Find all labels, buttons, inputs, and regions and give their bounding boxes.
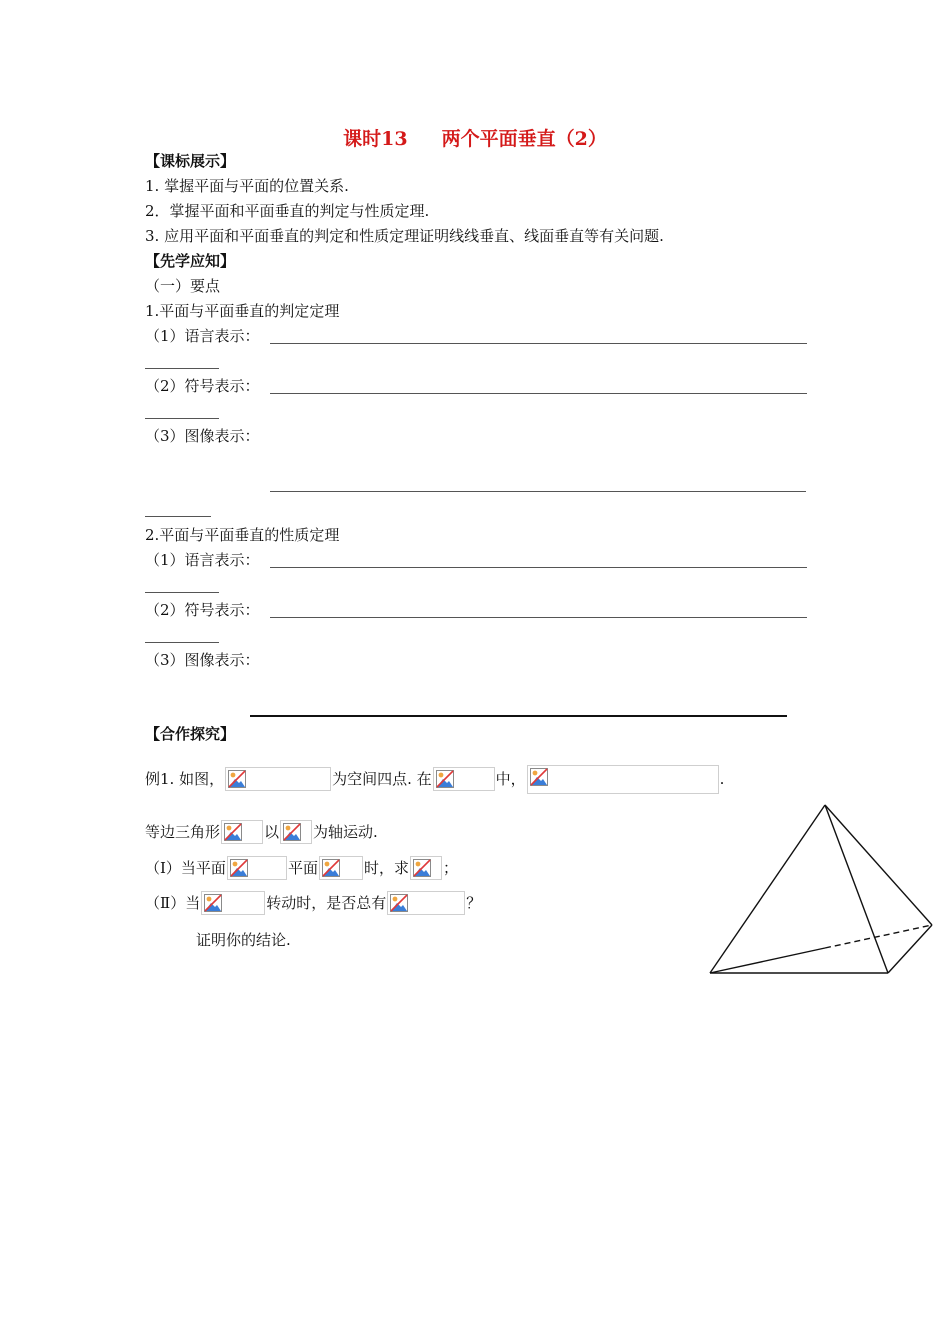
example-l4-text-b: 转动时，是否总有: [266, 894, 387, 912]
broken-image-icon: [530, 768, 548, 786]
section-heading-explore: 【合作探究】: [145, 725, 236, 743]
example-l2-text-b: 以: [264, 823, 280, 841]
example-line-5: 证明你的结论.: [196, 931, 291, 949]
broken-image-icon: [224, 823, 242, 841]
broken-image-icon: [413, 859, 431, 877]
example-l4-text-c: ？: [466, 894, 482, 912]
broken-image-icon: [228, 770, 246, 788]
theorem2-sym-blank-cont: [145, 642, 219, 643]
title-topic: 两个平面垂直（2）: [441, 128, 607, 150]
broken-image-icon: [390, 894, 408, 912]
edge-apex-right: [825, 805, 932, 925]
formula-image-plane-2: [319, 856, 363, 880]
example-line-1: [145, 760, 724, 796]
formula-image-points: [225, 767, 331, 791]
theorem2-img-label: （3）图像表示：: [145, 651, 260, 669]
example-l3-text-b: 平面: [287, 859, 318, 877]
formula-image-axis: [280, 820, 312, 844]
theorem1-sym-blank-cont: [145, 418, 219, 419]
edge-apex-left: [710, 805, 825, 973]
section-heading-prelearn: 【先学应知】: [145, 252, 236, 270]
theorem2-sym-label: （2）符号表示：: [145, 601, 260, 619]
theorem2-lang-blank-cont: [145, 592, 219, 593]
broken-image-icon: [204, 894, 222, 912]
example-l3-text-a: （Ⅰ）当平面: [145, 859, 226, 877]
edge-left-right-visible: [710, 948, 825, 973]
edge-apex-front: [825, 805, 888, 973]
formula-image-condition: [527, 765, 719, 794]
standard-item-3: 3. 应用平面和平面垂直的判定和性质定理证明线线垂直、线面垂直等有关问题.: [145, 227, 664, 245]
example-l1-text-c: 中，: [495, 770, 526, 788]
broken-image-icon: [436, 770, 454, 788]
standard-item-2: 2．掌握平面和平面垂直的判定与性质定理.: [145, 202, 430, 220]
example-l1-text-b: 为空间四点. 在: [332, 770, 432, 788]
example-line-2: [145, 818, 378, 844]
theorem1-lang-blank: [270, 343, 807, 344]
edge-left-right-hidden: [825, 925, 932, 948]
example-l4-text-a: （Ⅱ）当: [145, 894, 201, 912]
subheading-keypoints: （一）要点: [145, 277, 221, 295]
theorem2-lang-blank: [270, 567, 807, 568]
example-line-3: [145, 854, 458, 880]
formula-image-find: [410, 856, 442, 880]
theorem1-title: 1.平面与平面垂直的判定定理: [145, 302, 340, 320]
example-l1-text-d: .: [719, 770, 725, 788]
section-heading-standards: 【课标展示】: [145, 152, 236, 170]
theorem1-lang-blank-cont: [145, 368, 219, 369]
theorem2-title: 2.平面与平面垂直的性质定理: [145, 526, 340, 544]
broken-image-icon: [322, 859, 340, 877]
example-l1-text-a: 例1. 如图，: [145, 770, 225, 788]
example-l2-text-c: 为轴运动.: [313, 823, 378, 841]
example-l3-text-c: 时，求: [363, 859, 409, 877]
theorem1-sym-blank: [270, 393, 807, 394]
standard-item-1: 1. 掌握平面与平面的位置关系.: [145, 177, 349, 195]
title-lesson: 课时13: [343, 128, 408, 150]
broken-image-icon: [230, 859, 248, 877]
formula-image-always: [387, 891, 465, 915]
theorem1-sym-label: （2）符号表示：: [145, 377, 260, 395]
edge-front-right: [888, 925, 932, 973]
formula-image-triangle: [433, 767, 495, 791]
theorem2-lang-label: （1）语言表示：: [145, 551, 260, 569]
formula-image-equilateral: [221, 820, 263, 844]
example-l2-text-a: 等边三角形: [145, 823, 221, 841]
theorem1-img-blank: [270, 491, 806, 492]
theorem1-img-label: （3）图像表示：: [145, 427, 260, 445]
tetrahedron-figure: [700, 795, 940, 980]
theorem2-img-blank: [250, 715, 787, 717]
formula-image-plane-1: [227, 856, 287, 880]
theorem2-sym-blank: [270, 617, 807, 618]
formula-image-rotate: [201, 891, 265, 915]
example-line-4: [145, 889, 481, 915]
page-title: [0, 127, 950, 151]
broken-image-icon: [283, 823, 301, 841]
example-l3-text-d: ；: [442, 859, 458, 877]
theorem1-img-blank-cont: [145, 516, 211, 517]
theorem1-lang-label: （1）语言表示：: [145, 327, 260, 345]
